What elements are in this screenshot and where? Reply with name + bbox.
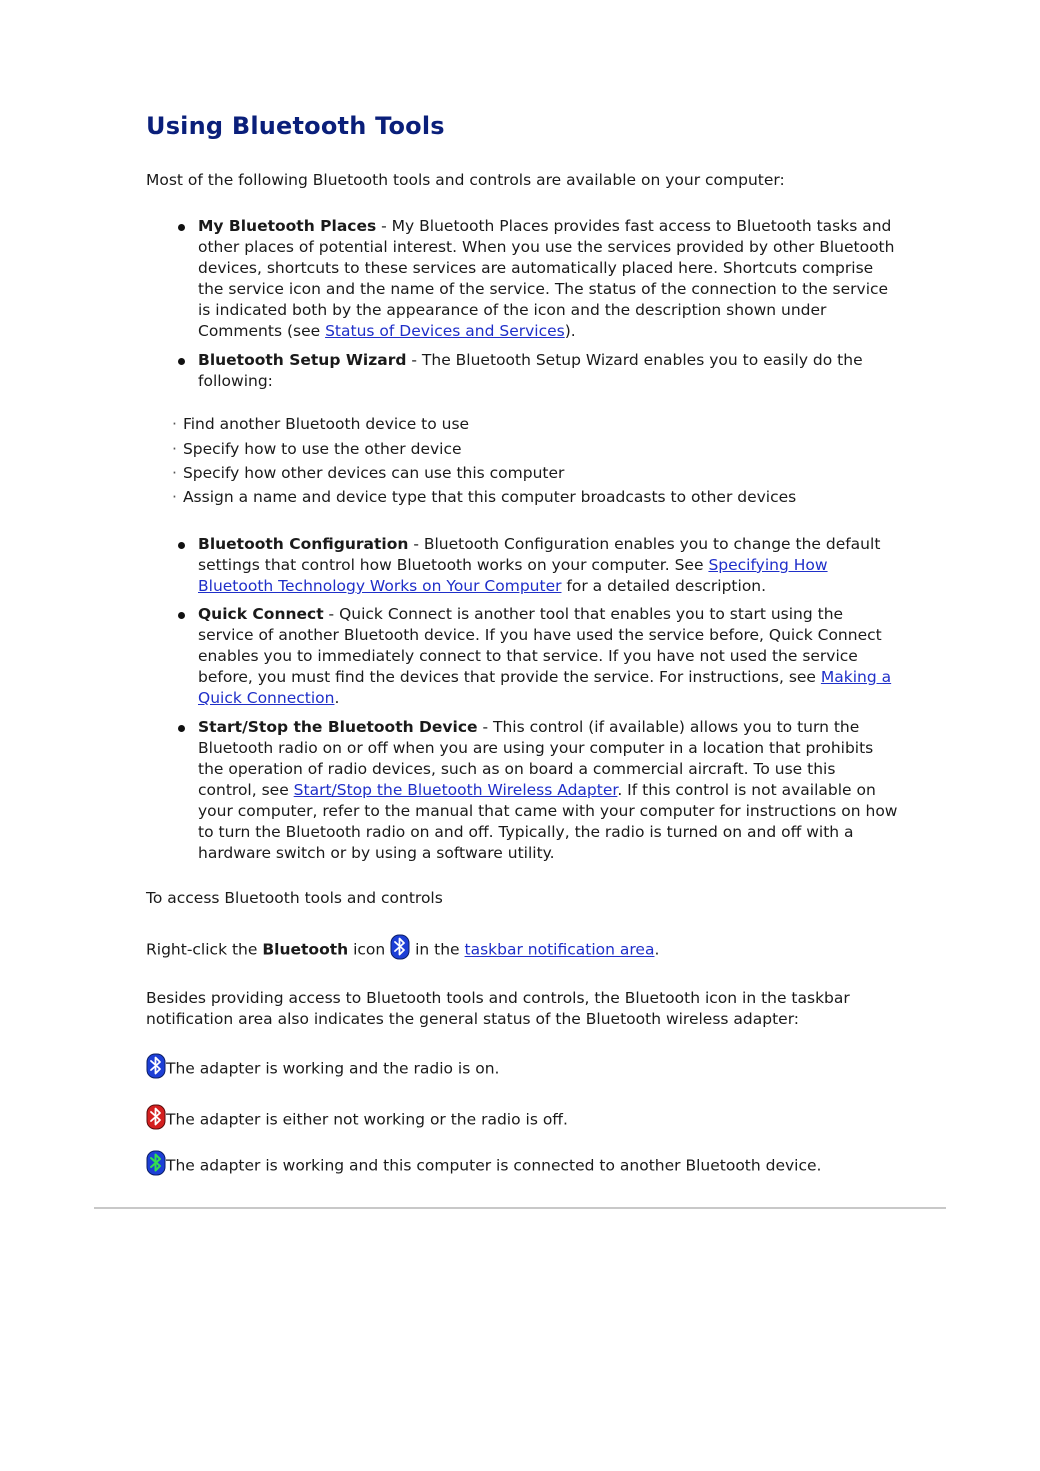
right-click-instruction: Right-click the Bluetooth icon in the taskbar notification area. [146,934,946,966]
status-of-devices-link[interactable]: Status of Devices and Services [325,322,565,340]
status-working-radio-on: The adapter is working and the radio is on. [146,1053,946,1085]
intro-paragraph: Most of the following Bluetooth tools and controls are available on your computer: [146,171,785,189]
status-connected: The adapter is working and this computer is connected to another Bluetooth device. [146,1150,946,1182]
taskbar-notification-area-link[interactable]: taskbar notification area [464,940,655,959]
bluetooth-green-icon [146,1150,166,1182]
bluetooth-icon [390,934,410,966]
item-title: My Bluetooth Places [198,217,377,235]
item-text: - The Bluetooth Setup Wizard enables you to easily do the following: [198,351,863,390]
access-heading: To access Bluetooth tools and controls [146,889,443,907]
item-text: - My Bluetooth Places provides fast access to Bluetooth tasks and other places of potential interest. When you use the services provided by other Bluetooth devices, shortcuts to these services are automatically placed here. Shortcuts comprise the service icon and the name of the service. The status of the connection to the service is indicated both by the appearance of the icon and the description shown under Comments (see [198,217,895,340]
bullet-dot [178,725,185,732]
bluetooth-blue-icon [146,1053,166,1085]
item-title: Bluetooth Configuration [198,535,409,553]
item-title: Start/Stop the Bluetooth Device [198,718,478,736]
item-text: - Quick Connect is another tool that enables you to start using the service of another Bluetooth device. If you have used the service before, Quick Connect enables you to immediately connect to that service. If you have not used the service before, you must find the devices that provide the service. For instructions, see [198,605,882,686]
bullet-dot [178,542,185,549]
list-item-start-stop: Start/Stop the Bluetooth Device - This control (if available) allows you to turn the Bluetooth radio on or off when you are using your computer in a location that prohibits the operation of radio devices, such as on board a commercial aircraft. To use this control, see Start/Stop the Bluetooth Wireless Adapter. If this control is not available on your computer, refer to the manual that came with your computer for instructions on how to turn the Bluetooth radio on and off. Typically, the radio is turned on and off with a hardware switch or by using a software utility. [198,717,898,864]
bullet-dot [178,224,185,231]
start-stop-adapter-link[interactable]: Start/Stop the Bluetooth Wireless Adapter [293,781,618,799]
making-quick-connection-link[interactable]: Making a Quick Connection [198,668,892,707]
status-not-working: The adapter is either not working or the radio is off. [146,1104,946,1136]
specifying-how-link[interactable]: Specifying How Bluetooth Technology Works on Your Computer [198,556,828,595]
besides-paragraph: Besides providing access to Bluetooth tools and controls, the Bluetooth icon in the taskbar notification area also indicates the general status of the Bluetooth wireless adapter: [146,989,850,1028]
bluetooth-red-icon [146,1104,166,1136]
sub-item-specify-use: · Specify how to use the other device [172,440,462,458]
horizontal-divider [94,1207,946,1209]
page-title: Using Bluetooth Tools [146,112,445,140]
list-item-quick-connect: Quick Connect - Quick Connect is another tool that enables you to start using the service of another Bluetooth device. If you have used the service before, Quick Connect enables you to immediately connect to that service. If you have not used the service before, you must find the devices that provide the service. For instructions, see Making a Quick Connection. [198,604,898,709]
item-title: Bluetooth Setup Wizard [198,351,407,369]
sub-item-find-device: · Find another Bluetooth device to use [172,415,470,433]
item-text: - This control (if available) allows you to turn the Bluetooth radio on or off when you are using your computer in a location that prohibits the operation of radio devices, such as on board a commercial aircraft. To use this control, see [198,718,874,799]
bullet-dot [178,358,185,365]
list-item-configuration: Bluetooth Configuration - Bluetooth Configuration enables you to change the default settings that control how Bluetooth works on your computer. See Specifying How Bluetooth Technology Works on Your Computer for a detailed description. [198,534,898,597]
item-title: Quick Connect [198,605,324,623]
list-item-my-bluetooth-places: My Bluetooth Places - My Bluetooth Places provides fast access to Bluetooth tasks and other places of potential interest. When you use the services provided by other Bluetooth devices, shortcuts to these services are automatically placed here. Shortcuts comprise the service icon and the name of the service. The status of the connection to the service is indicated both by the appearance of the icon and the description shown under Comments (see Status of Devices and Services). [198,216,898,342]
sub-item-assign-name: · Assign a name and device type that this computer broadcasts to other devices [172,488,797,506]
bullet-dot [178,612,185,619]
item-text: - Bluetooth Configuration enables you to change the default settings that control how Bluetooth works on your computer. See [198,535,881,574]
list-item-setup-wizard [198,350,898,392]
sub-item-other-devices: · Specify how other devices can use this computer [172,464,565,482]
